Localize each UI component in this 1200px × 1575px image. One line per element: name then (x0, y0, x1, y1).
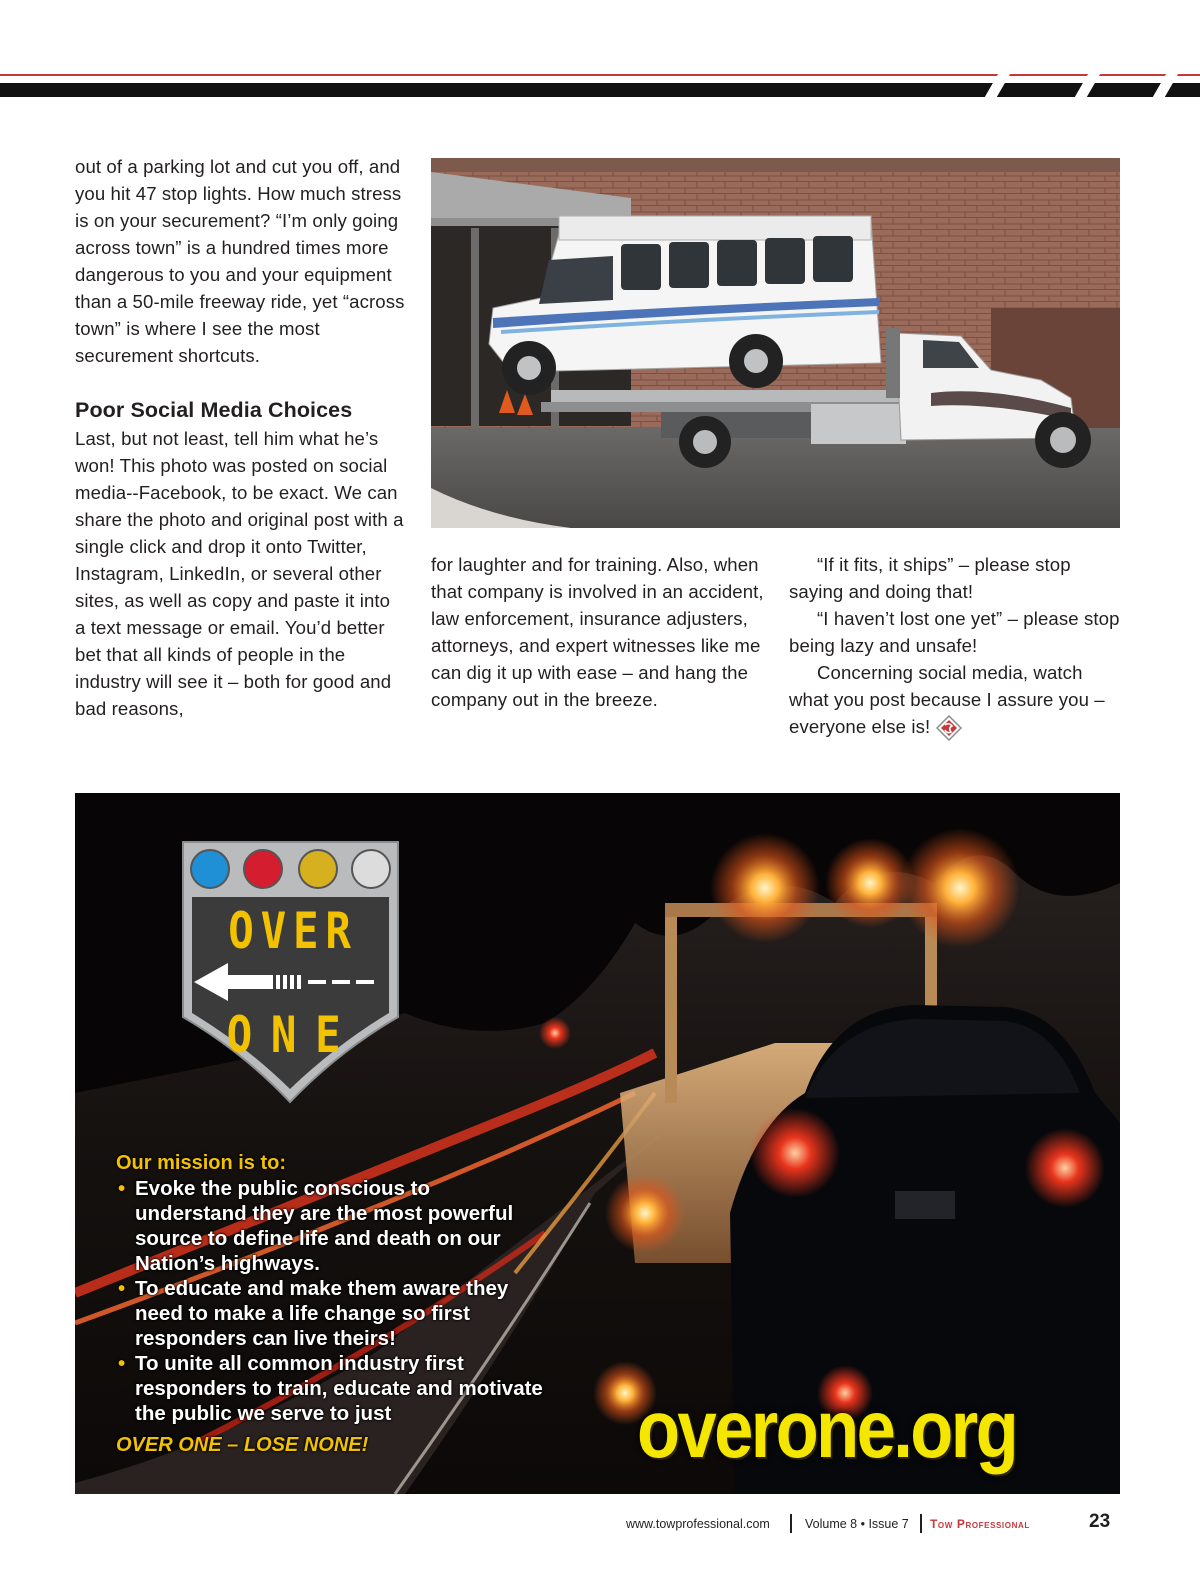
footer-website: www.towprofessional.com (626, 1517, 770, 1531)
article-column-3 (789, 551, 1124, 741)
article-paragraph: “I haven’t lost one yet” – please stop being lazy and unsafe! (789, 608, 1120, 656)
badge-text-one: ONE (226, 1006, 360, 1064)
page-footer (600, 1511, 1125, 1537)
article-paragraph: Concerning social media, watch what you post because I assure you – everyone else is! (789, 662, 1105, 737)
over-one-badge-logo (178, 837, 403, 1107)
over-one-advertisement (75, 793, 1120, 1494)
article-column-2 (431, 551, 766, 713)
article-paragraph: out of a parking lot and cut you off, and you hit 47 stop lights. How much stress is on your securement? “I’m only going across town” is a hundred times more dangerous to you and your equipment than a 50-mile freeway ride, yet “across town” is where I see the most securement shortcuts. (75, 156, 405, 366)
badge-shield-icon (178, 837, 403, 1107)
end-of-article-icon (936, 715, 962, 741)
list-item: • To educate and make them aware they need to make a life change so first responders can live theirs! (118, 1277, 509, 1350)
footer-divider (790, 1514, 792, 1533)
footer-divider (920, 1514, 922, 1533)
page-number: 23 (1089, 1511, 1111, 1532)
article-subheading: Poor Social Media Choices (75, 398, 353, 422)
footer-magazine-name: Tow Professional (930, 1517, 1030, 1531)
footer-volume-issue: Volume 8 • Issue 7 (805, 1517, 909, 1531)
mission-title: Our mission is to: (116, 1152, 287, 1174)
article-paragraph: Last, but not least, tell him what he’s won! This photo was posted on social media--Facebook, to be exact. We can share the photo and original post with a single click and drop it onto Twitter, Instagram, LinkedIn, or several other sites, as well as copy and paste it into a text message or email. You’d better bet that all kinds of people in the industry will see it – both for good and bad reasons, (75, 428, 404, 719)
badge-text-over: OVER (228, 902, 358, 960)
header-rule-thick (0, 83, 1200, 97)
list-item: • To unite all common industry first responders to train, educate and motivate the public we serve to just (118, 1352, 543, 1425)
header-rule-thin (0, 74, 1200, 76)
ad-slogan: OVER ONE – LOSE NONE! (116, 1434, 369, 1456)
ad-website-url: overone.org (637, 1384, 1017, 1475)
photo-illustration (431, 158, 1120, 528)
article-photo-tow-truck-with-bus (431, 158, 1120, 528)
article-paragraph: “If it fits, it ships” – please stop saying and doing that! (789, 554, 1071, 602)
ad-mission-statement (116, 1151, 546, 1458)
mission-list (116, 1176, 546, 1426)
article-column-1 (75, 153, 405, 722)
list-item: • Evoke the public conscious to understand they are the most powerful source to define life and death on our Nation’s highways. (118, 1177, 514, 1275)
article-paragraph: for laughter and for training. Also, when that company is involved in an accident, law enforcement, insurance adjusters, attorneys, and expert witnesses like me can dig it up with ease – and hang the company out in the breeze. (431, 554, 764, 710)
